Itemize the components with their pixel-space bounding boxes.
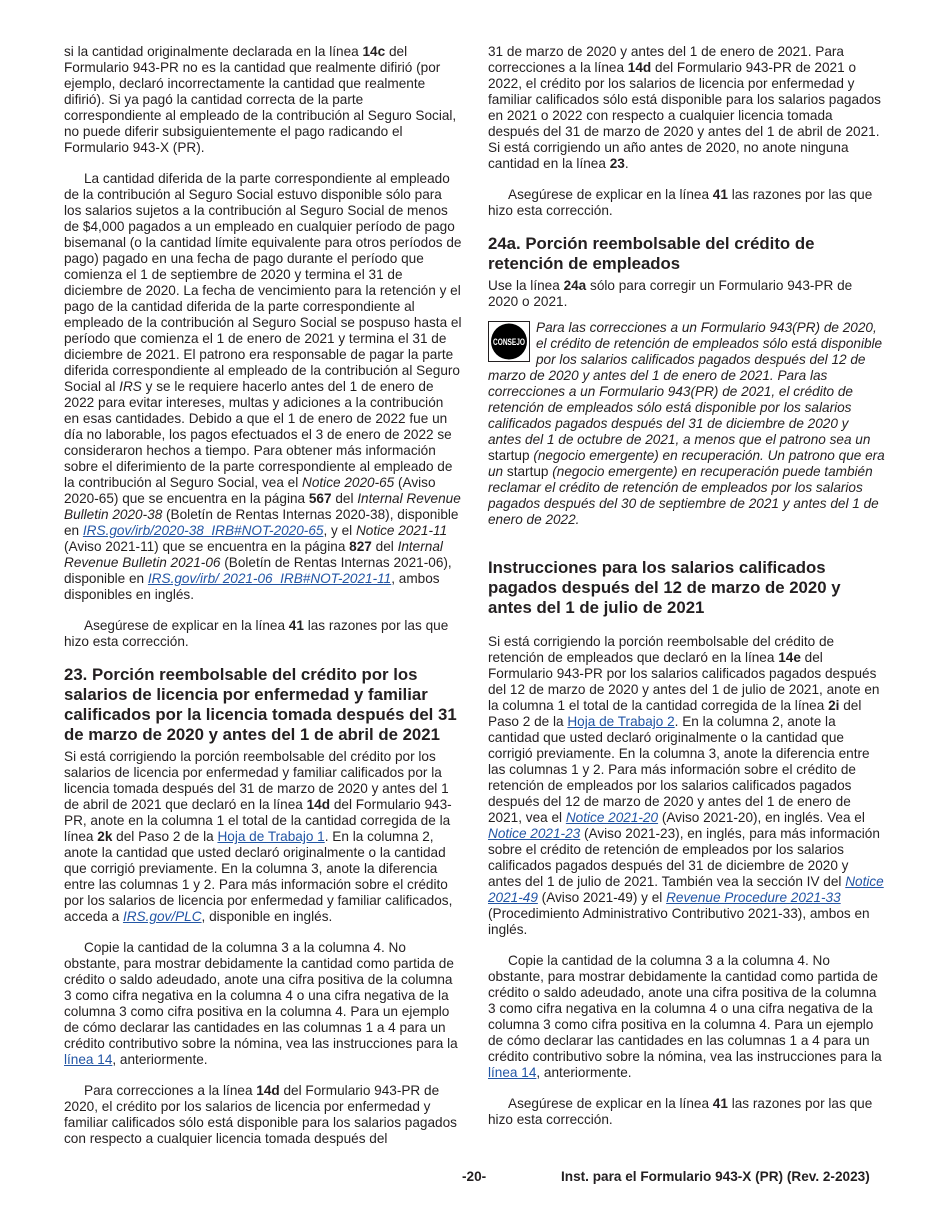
text-run: del — [371, 539, 398, 554]
form-revision-title: Inst. para el Formulario 943-X (PR) (Rev. 2-2023) — [561, 1169, 870, 1184]
bold-reference: 567 — [308, 491, 332, 506]
text-run: del Formulario 943-PR por los salarios calificados pagados después del 12 de marzo de 2020 y antes del 1 de julio de 2021, anote en la columna 1 el total de la cantidad corregida de la línea — [488, 650, 880, 713]
text-run: Si está corrigiendo la porción reembolsable del crédito por los salarios de licencia por enfermedad y familiar calificados por la licencia tomada después del 31 de marzo de 2020 y antes del 1 de abril de 2021 que declaró en la línea — [64, 749, 449, 812]
heading-line-24a: 24a. Porción reembolsable del crédito de retención de empleados — [488, 234, 815, 273]
text-run: del Formulario 943-PR de 2021 o 2022, el crédito por los salarios de licencia por enfermedad y familiar calificados sólo está disponible para los salarios pagados en 2021 o 2022 con respecto a cualquier licencia tomada después del 31 de marzo de 2020 y antes del 1 de abril de 2021. Si está corrigiendo un año antes de 2020, no anote ninguna cantidad en la línea — [488, 60, 881, 171]
italic-title: Notice 2020-65 — [302, 475, 395, 490]
paragraph-copy-column-3 — [488, 953, 885, 1081]
text-run: y se le requiere hacerlo antes del 1 de enero de 2022 para evitar intereses, multas y adiciones a la contribución en esas cantidades. Debido a que el 1 de enero de 2022 fue un día no laborable, los pagos efectuados el 3 de enero de 2022 se consideraron hechos a tiempo. Para obtener más información sobre el diferimiento de la parte correspondiente al empleado de la contribución al Seguro Social, vea el — [64, 379, 453, 490]
bold-reference: 41 — [712, 187, 728, 202]
bold-reference: 14c — [362, 44, 386, 59]
text-run: del Formulario 943-PR de 2020, el crédito por los salarios de licencia por enfermedad y familiar calificados sólo está disponible para los salarios pagados con respecto a cualquier licencia tomada después del — [64, 1083, 457, 1146]
text-run: Use la línea — [488, 278, 564, 293]
text-run: . En la columna 2, anote la cantidad que usted declaró originalmente o la cantidad que corrigió previamente. En la columna 3, anote la diferencia entre las columnas 1 y 2. Para más información sobre el crédito de retención de empleados por los salarios calificados pagados después del 12 de marzo de 2020 y antes del 1 de enero de 2021, vea el — [488, 714, 870, 825]
text-run: del Formulario 943-PR, anote en la columna 1 el total de la cantidad corregida de la línea — [64, 797, 452, 844]
text-run: las razones por las que hizo esta corrección. — [488, 1096, 873, 1127]
text-run: Si está corrigiendo la porción reembolsable del crédito de retención de empleados que declaró en la línea — [488, 634, 835, 665]
text-run: 31 de marzo de 2020 y antes del 1 de enero de 2021. Para correcciones a la línea — [488, 44, 844, 75]
tip-text — [488, 320, 885, 527]
heading-line-23: 23. Porción reembolsable del crédito por los salarios de licencia por enfermedad y familiar calificados por la licencia tomada después del 31 de marzo de 2020 y antes del 1 de abril de 2021 — [64, 665, 457, 744]
text-run: del — [331, 491, 358, 506]
text-run: (Boletín de Rentas Internas 2020-38), disponible en — [64, 507, 459, 538]
heading-qualified-wages-instructions: Instrucciones para los salarios calificados pagados después del 12 de marzo de 2020 y antes del 1 de julio de 2021 — [488, 558, 841, 617]
bold-reference: 14d — [306, 797, 331, 812]
bold-reference: 14d — [627, 60, 652, 75]
text-run: Copie la cantidad de la columna 3 a la columna 4. No obstante, para mostrar debidamente la cantidad como partida de crédito o saldo adeudado, anote una cifra positiva de la columna 3 como cifra negativa en la columna 4 o una cifra negativa de la columna 3 como cifra positiva en la columna 4. Para un ejemplo de cómo declarar las cantidades en las columnas 1 a 4 para un crédito contributivo sobre la nómina, vea las instrucciones para la — [488, 953, 882, 1064]
text-run: . — [624, 156, 629, 171]
paragraph-line-14d-corrections — [64, 1083, 462, 1147]
reference-link[interactable]: Hoja de Trabajo 2 — [567, 714, 675, 729]
bold-reference: 14e — [778, 650, 801, 665]
bold-reference: 14d — [256, 1083, 280, 1098]
paragraph-deferral-details — [64, 171, 462, 603]
italic-title: IRS — [119, 379, 142, 394]
text-run: sólo para corregir un Formulario 943-PR de 2020 o 2021. — [488, 278, 853, 309]
paragraph-deferral-intro — [64, 44, 462, 156]
reference-link[interactable]: línea 14 — [488, 1065, 537, 1080]
text-run: (negocio emergente) en recuperación puede también reclamar el crédito de retención de empleados por los salarios pagados después del 30 de septiembre de 2021 y antes del 1 de enero de 2022. — [488, 464, 879, 527]
text-run: las razones por las que hizo esta corrección. — [64, 618, 449, 649]
paragraph-explain-line-41 — [488, 187, 885, 219]
text-run: . En la columna 2, anote la cantidad que usted declaró originalmente o la cantidad que corrigió previamente. En la columna 3, anote la diferencia entre las columnas 1 y 2. Para más información sobre el crédito por los salarios de licencia por enfermedad y familiar calificados, acceda a — [64, 829, 453, 924]
text-run: , anteriormente. — [536, 1065, 632, 1080]
right-column — [488, 44, 885, 1143]
text-run: , y el — [323, 523, 356, 538]
text-run: las razones por las que hizo esta corrección. — [488, 187, 873, 218]
text-run: (Aviso 2021-11) que se encuentra en la página — [64, 539, 350, 554]
bold-reference: 24a — [563, 278, 587, 293]
italic-title: Internal Revenue Bulletin 2021-06 — [64, 539, 443, 570]
text-run: si la cantidad originalmente declarada en la línea — [64, 44, 363, 59]
text-run: (Aviso 2021-20), en inglés. Vea el — [658, 810, 865, 825]
italic-title: Notice 2021-11 — [355, 523, 448, 538]
reference-link[interactable]: IRS.gov/irb/ 2021-06_IRB#NOT-2021-11 — [147, 571, 392, 586]
bold-reference: 41 — [288, 618, 304, 633]
text-run: (Procedimiento Administrativo Contributivo 2021-33), ambos en inglés. — [488, 906, 870, 937]
text-run: del Paso 2 de la — [488, 698, 862, 729]
reference-link[interactable]: Notice 2021-49 — [488, 874, 884, 905]
paragraph-copy-column-3 — [64, 940, 462, 1068]
reference-link[interactable]: Notice 2021-23 — [488, 826, 581, 841]
text-run: , anteriormente. — [112, 1052, 208, 1067]
italic-title: Internal Revenue Bulletin 2020-38 — [64, 491, 461, 522]
bold-reference: 41 — [712, 1096, 728, 1111]
text-run: Asegúrese de explicar en la línea — [84, 618, 289, 633]
paragraph-line-23-continued — [488, 44, 885, 172]
tip-label: CONSEJO — [493, 337, 525, 348]
text-run: (Aviso 2021-49) y el — [537, 890, 667, 905]
consejo-tip-icon — [488, 321, 530, 362]
text-run: (Aviso 2020-65) que se encuentra en la página — [64, 475, 436, 506]
paragraph-line-24a-instructions — [488, 634, 885, 938]
text-run: del Formulario 943-PR no es la cantidad que realmente difirió (por ejemplo, declaró incorrectamente la cantidad que realmente difirió). Si ya pagó la cantidad correcta de la parte correspondiente al empleado de la contribución al Seguro Social, no puede diferir subsiguientemente el pago radicando el Formulario 943-X (PR). — [64, 44, 457, 155]
text-run: , ambos disponibles en inglés. — [64, 571, 440, 602]
reference-link[interactable]: Notice 2021-20 — [565, 810, 659, 825]
reference-link[interactable]: Revenue Procedure 2021-33 — [666, 890, 841, 905]
bold-reference: 827 — [349, 539, 372, 554]
text-run: Asegúrese de explicar en la línea — [508, 187, 713, 202]
bold-reference: 23 — [609, 156, 625, 171]
reference-link[interactable]: IRS.gov/irb/2020-38_IRB#NOT-2020-65 — [82, 523, 324, 538]
paragraph-line-23-instructions — [64, 749, 462, 925]
roman-term: startup — [506, 464, 549, 479]
text-run: , disponible en inglés. — [201, 909, 333, 924]
paragraph-explain-line-41 — [64, 618, 462, 650]
roman-term: startup — [488, 448, 530, 463]
bold-reference: 2i — [828, 698, 840, 713]
paragraph-line-24a-use — [488, 278, 885, 310]
bold-reference: 2k — [97, 829, 113, 844]
text-run: La cantidad diferida de la parte correspondiente al empleado de la contribución al Seguro Social estuvo disponible sólo para los salarios sujetos a la contribución al Seguro Social de menos de $4,000 pagados a un empleado en cualquier período de pago bisemanal (o la cantidad límite equivalente para otros períodos de pago) pagado en una fecha de pago durante el período que comienza el 1 de septiembre de 2020 y termina el 31 de diciembre de 2020. La fecha de vencimiento para la retención y el pago de la cantidad diferida de la parte correspondiente al empleado de la contribución al Seguro Social se pospuso hasta el período que comienza el 1 de enero de 2021 y termina el 31 de diciembre de 2021. El patrono era responsable de pagar la parte diferida correspondiente al empleado de la contribución al Seguro Social al — [64, 171, 462, 394]
tip-box — [488, 320, 885, 528]
text-run: Para las correcciones a un Formulario 943(PR) de 2020, el crédito de retención de empleados sólo está disponible por los salarios calificados pagados después del 12 de marzo de 2020 y antes del 1 de enero de 2021. Para las correcciones a un Formulario 943(PR) de 2021, el crédito de retención de empleados sólo está disponible por los salarios calificados pagados después del 31 de diciembre de 2020 y antes del 1 de octubre de 2021, a menos que el patrono sea un — [488, 320, 883, 447]
text-run: del Paso 2 de la — [112, 829, 218, 844]
reference-link[interactable]: IRS.gov/PLC — [122, 909, 202, 924]
text-run: Para correcciones a la línea — [84, 1083, 257, 1098]
paragraph-explain-line-41 — [488, 1096, 885, 1128]
text-run: (negocio emergente) en recuperación. Un patrono que era un — [488, 448, 885, 479]
text-run: (Boletín de Rentas Internas 2021-06), disponible en — [64, 555, 452, 586]
text-run: (Aviso 2021-23), en inglés, para más información sobre el crédito de retención de empleados por los salarios calificados pagados después del 31 de diciembre de 2020 y antes del 1 de julio de 2021. También vea la sección IV del — [488, 826, 880, 889]
text-run: Asegúrese de explicar en la línea — [508, 1096, 713, 1111]
left-column — [64, 44, 462, 1162]
page-number: -20- — [462, 1169, 487, 1184]
reference-link[interactable]: línea 14 — [64, 1052, 113, 1067]
text-run: Copie la cantidad de la columna 3 a la columna 4. No obstante, para mostrar debidamente la cantidad como partida de crédito o saldo adeudado, anote una cifra positiva de la columna 3 como cifra negativa en la columna 4 o una cifra negativa de la columna 3 como cifra positiva en la columna 4. Para un ejemplo de cómo declarar las cantidades en las columnas 1 a 4 para un crédito contributivo sobre la nómina, vea las instrucciones para la — [64, 940, 458, 1051]
reference-link[interactable]: Hoja de Trabajo 1 — [217, 829, 325, 844]
